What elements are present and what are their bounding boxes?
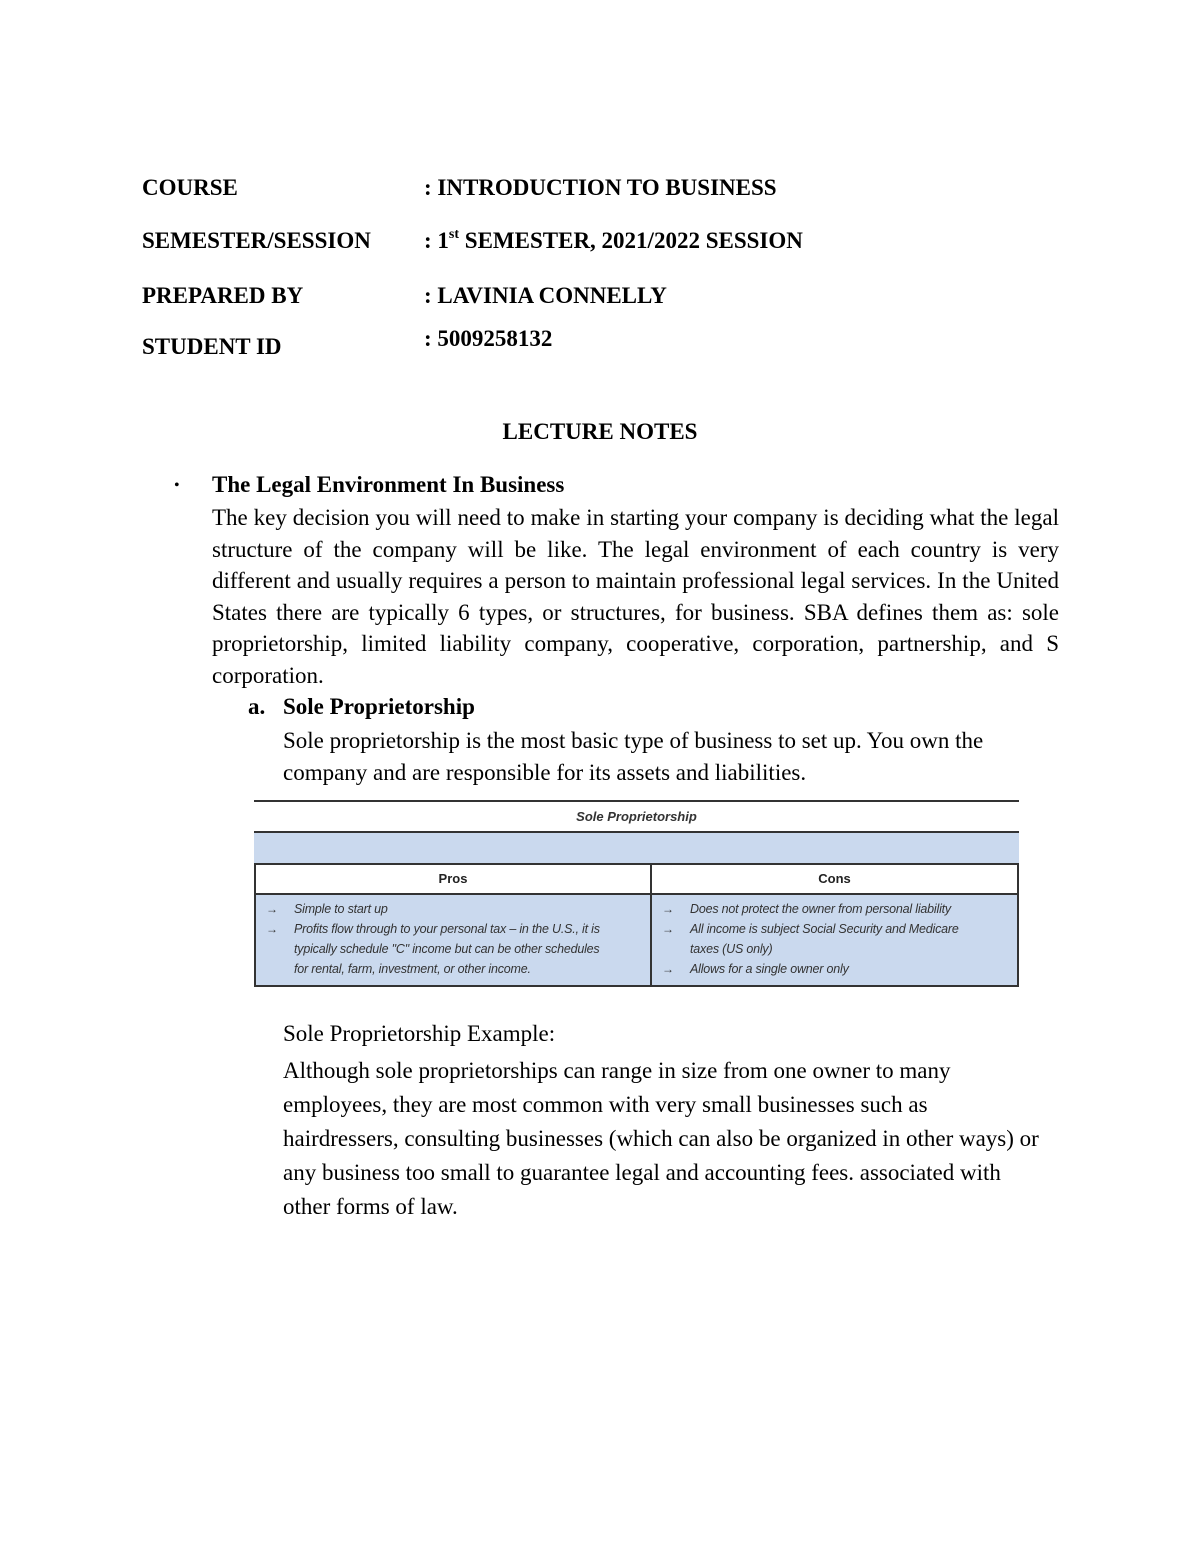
subsection-body: Sole proprietorship is the most basic type of business to set up. You own the company and are responsible for its assets and liabilities. bbox=[283, 728, 984, 785]
prepared-label: PREPARED BY bbox=[142, 283, 304, 308]
pros-item: typically schedule "C" income but can be other schedules bbox=[294, 942, 600, 956]
cons-item: Does not protect the owner from personal liability bbox=[690, 902, 951, 916]
bullet-icon: • bbox=[174, 477, 180, 494]
arrow-icon: → bbox=[266, 922, 278, 936]
pros-cell bbox=[256, 895, 650, 985]
cons-item: Allows for a single owner only bbox=[690, 962, 849, 976]
semester-value bbox=[424, 227, 803, 255]
cons-item: All income is subject Social Security and Medicare bbox=[690, 922, 959, 936]
arrow-icon: → bbox=[662, 962, 674, 976]
arrow-icon: → bbox=[662, 902, 674, 916]
semester-prefix: : 1 bbox=[424, 228, 449, 253]
student-value: : 5009258132 bbox=[424, 326, 553, 351]
prepared-value: : LAVINIA CONNELLY bbox=[424, 283, 667, 308]
subsection-marker: a. bbox=[248, 694, 266, 719]
table-top-rule bbox=[254, 800, 1019, 802]
pros-item: Profits flow through to your personal tax – in the U.S., it is bbox=[294, 922, 600, 936]
example-body: Although sole proprietorships can range in size from one owner to many employees, they are most common with very small businesses such as hairdressers, consulting businesses (which can also be organized in other ways) or any business too small to guarantee legal and accounting fees. associated with other forms of law. bbox=[283, 1058, 1039, 1219]
pros-cons-table bbox=[254, 800, 1019, 987]
cons-cell bbox=[652, 895, 1017, 985]
pros-cons-grid bbox=[254, 863, 1019, 987]
arrow-icon: → bbox=[266, 902, 278, 916]
subsection-heading: Sole Proprietorship bbox=[283, 694, 475, 719]
course-label: COURSE bbox=[142, 175, 238, 200]
pros-item: for rental, farm, investment, or other income. bbox=[294, 962, 531, 976]
table-band bbox=[254, 833, 1019, 863]
semester-suffix: SEMESTER, 2021/2022 SESSION bbox=[459, 228, 803, 253]
arrow-icon: → bbox=[662, 922, 674, 936]
cons-header: Cons bbox=[652, 865, 1017, 895]
cons-item: taxes (US only) bbox=[690, 942, 773, 956]
pros-header: Pros bbox=[256, 865, 650, 895]
student-label: STUDENT ID bbox=[142, 334, 282, 359]
semester-label: SEMESTER/SESSION bbox=[142, 228, 371, 253]
pros-item: Simple to start up bbox=[294, 902, 388, 916]
lecture-title: LECTURE NOTES bbox=[502, 419, 698, 444]
section-heading: The Legal Environment In Business bbox=[212, 472, 565, 497]
example-title: Sole Proprietorship Example: bbox=[283, 1021, 556, 1046]
course-value: : INTRODUCTION TO BUSINESS bbox=[424, 175, 777, 200]
semester-superscript: st bbox=[448, 227, 460, 243]
table-caption: Sole Proprietorship bbox=[576, 809, 697, 824]
section-body: The key decision you will need to make in starting your company is deciding what the legal structure of the company will be like. The legal environment of each country is very different and usually requires a person to maintain professional legal services. In the United States there are typically 6 types, or structures, for business. SBA defines them as: sole proprietorship, limited liability company, cooperative, corporation, partnership, and S corporation. bbox=[212, 505, 1059, 688]
